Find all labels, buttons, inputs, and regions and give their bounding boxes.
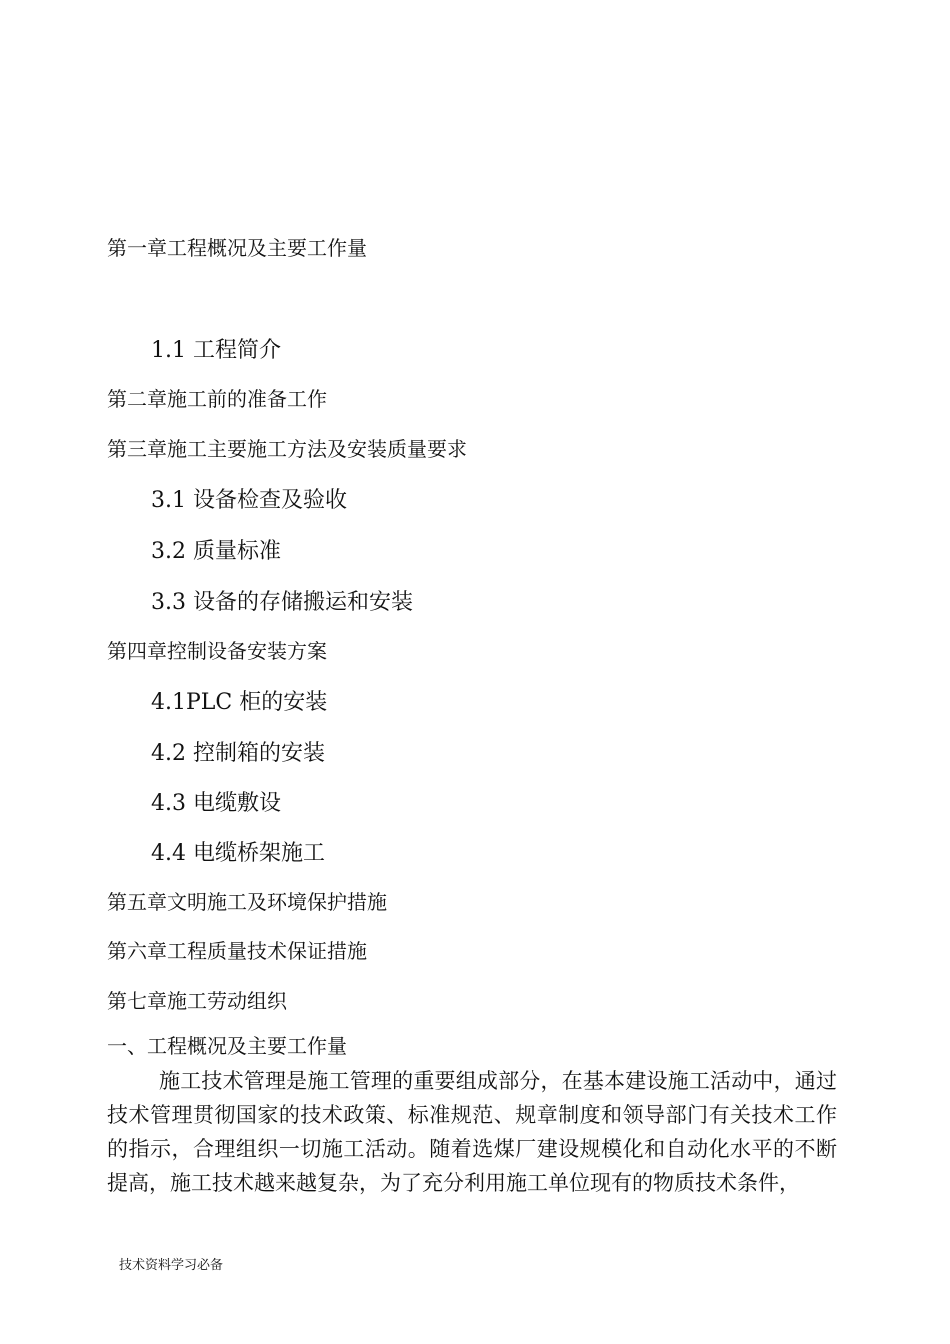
toc-chapter-3: 第三章施工主要施工方法及安装质量要求 <box>107 437 467 461</box>
toc-section-4-1: 4.1PLC 柜的安装 <box>151 690 328 715</box>
toc-section-3-1: 3.1 设备检查及验收 <box>151 488 347 513</box>
toc-section-4-2: 4.2 控制箱的安装 <box>151 741 325 766</box>
body-paragraph: 施工技术管理是施工管理的重要组成部分，在基本建设施工活动中，通过技术管理贯彻国家的技术政策、标准规范、规章制度和领导部门有关技术工作的指示，合理组织一切施工活动。随着选煤厂建设规模化和自动化水平的不断提高，施工技术越来越复杂，为了充分利用施工单位现有的物质技术条件， <box>107 1069 837 1195</box>
page-footer: 技术资料学习必备 <box>119 1258 224 1273</box>
toc-chapter-4: 第四章控制设备安装方案 <box>107 639 327 663</box>
toc-section-3-3: 3.3 设备的存储搬运和安装 <box>151 590 413 615</box>
toc-chapter-7: 第七章施工劳动组织 <box>107 989 287 1013</box>
toc-section-1-1: 1.1 工程简介 <box>151 338 281 363</box>
toc-chapter-2: 第二章施工前的准备工作 <box>107 387 327 411</box>
toc-section-4-4: 4.4 电缆桥架施工 <box>151 841 325 866</box>
toc-chapter-6: 第六章工程质量技术保证措施 <box>107 939 367 963</box>
toc-chapter-1: 第一章工程概况及主要工作量 <box>107 236 367 260</box>
toc-section-3-2: 3.2 质量标准 <box>151 539 281 564</box>
toc-section-4-3: 4.3 电缆敷设 <box>151 791 281 816</box>
section-heading: 一、工程概况及主要工作量 <box>107 1034 347 1058</box>
toc-chapter-5: 第五章文明施工及环境保护措施 <box>107 890 387 914</box>
